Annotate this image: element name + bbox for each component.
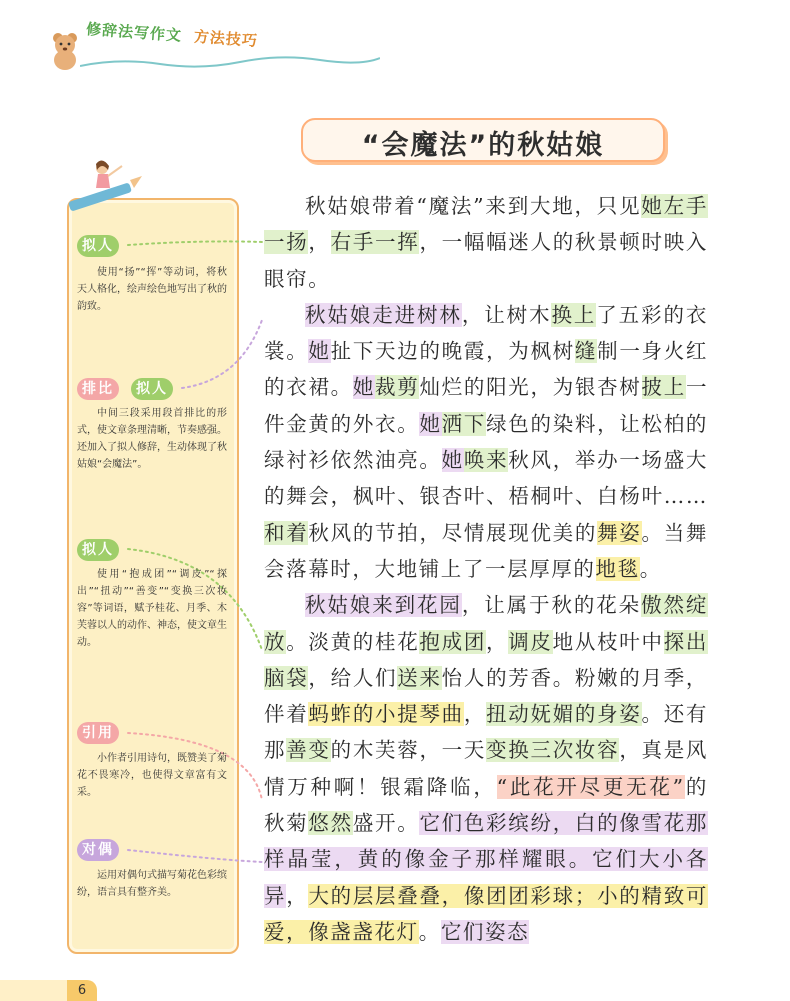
highlight-yellow: 舞姿: [597, 520, 642, 545]
highlight-purple: 它们色彩缤纷，白的像雪花那样晶莹，黄的像金子那样耀眼。: [264, 811, 709, 872]
highlight-green: 送来: [397, 665, 442, 690]
tag-personification: 拟人: [77, 235, 119, 257]
text-run: 绿色的染料，让松柏的绿衬衫依然油亮。: [264, 411, 709, 473]
header: [0, 0, 790, 90]
text-run: 的木芙蓉，一天: [330, 738, 487, 763]
paragraph-3: [264, 587, 708, 950]
text-run: 。还有那: [264, 702, 709, 763]
highlight-green: 探出脑袋: [264, 629, 708, 690]
text-run: ，一幅幅迷人的秋景顿时映入眼帘。: [264, 230, 709, 291]
text-run: ，真是风情万种啊！银霜降临，: [264, 738, 709, 799]
article-title: “会魔法”的秋姑娘: [361, 130, 605, 161]
text-run: ，: [308, 230, 331, 255]
tag-personification: 拟人: [77, 539, 119, 561]
text-run: ，让树木: [461, 302, 552, 327]
highlight-green: 和着: [264, 520, 309, 545]
highlight-green: 扭动妩媚的身姿: [486, 702, 642, 727]
highlight-yellow: 地毯: [595, 556, 640, 581]
text-run: 。当舞会落幕时，大地铺上了一层厚厚的: [264, 520, 709, 581]
highlight-green: 悠然: [308, 811, 353, 836]
highlight-yellow: 蚂蚱的小提琴曲: [308, 702, 464, 727]
highlight-green: 缝: [574, 339, 598, 364]
text-run: ，让属于秋的花朵: [461, 593, 642, 618]
highlight-green: 抱成团: [419, 629, 487, 654]
highlight-green: 洒下: [441, 411, 487, 436]
text-run: ，: [286, 883, 309, 908]
text-run: 怡人的芳香。粉嫩的月季，伴着: [264, 665, 709, 727]
text-run: 盛开。: [352, 811, 420, 836]
highlight-purple: 秋姑娘来到花园: [305, 593, 462, 618]
highlight-green: 善变: [286, 738, 331, 763]
text-run: 了五彩的衣裳。: [264, 302, 709, 364]
tag-antithesis: 对偶: [77, 839, 119, 861]
highlight-green: 傲然绽放: [264, 593, 708, 654]
text-run: 秋姑娘带着“魔法”来到大地，只见: [305, 194, 642, 218]
highlight-purple: 她: [441, 448, 464, 473]
paragraph-1: [264, 188, 708, 297]
series-title-part2: 方法技巧: [193, 27, 259, 50]
teddy-bear-icon: [46, 30, 82, 70]
text-run: ，: [463, 702, 487, 727]
highlight-purple: 它们大小各异: [264, 847, 708, 908]
article-body: [264, 188, 708, 950]
girl-on-pencil-illustration: [62, 158, 150, 218]
highlight-green: 她左手一扬: [264, 194, 708, 255]
highlight-green: 变换三次妆容: [486, 738, 620, 763]
tag-personification: 拟人: [131, 378, 173, 400]
page-number: 6: [67, 980, 97, 1001]
annotation-note-1: 使用“扬”“挥”等动词，将秋天人格化，绘声绘色地写出了秋的韵致。: [77, 267, 227, 312]
text-run: 地从枝叶中: [552, 629, 664, 654]
highlight-green: 披上: [641, 375, 686, 400]
highlight-purple: 她: [419, 411, 442, 436]
highlight-purple: 她: [352, 375, 376, 400]
text-run: 扯下天边的晚霞，为枫树: [330, 339, 575, 364]
tag-quotation: 引用: [77, 722, 119, 744]
text-run: 一件金黄的外衣。: [264, 375, 709, 436]
text-run: 秋风，举办一场盛大的舞会，枫叶、银杏叶、梧桐叶、白杨叶……: [264, 448, 709, 509]
highlight-yellow: 大的层层叠叠，像团团彩球；小的精致可爱，像盏盏花灯: [264, 883, 708, 944]
text-run: 灿烂的阳光，为银杏树: [419, 375, 642, 400]
highlight-green: 唤来: [463, 448, 509, 473]
highlight-purple: 它们姿态: [440, 919, 530, 944]
text-run: 。淡黄的桂花: [286, 629, 420, 654]
text-run: 的秋菊: [264, 774, 708, 836]
highlight-green: 调皮: [508, 629, 553, 654]
text-run: 制一身火红的衣裙。: [264, 339, 709, 400]
highlight-purple: 她: [308, 339, 331, 364]
page-footer-bar: [0, 980, 67, 1001]
annotation-note-4: 小作者引用诗句，既赞美了菊花不畏寒冷，也使得文章富有文采。: [77, 753, 227, 798]
text-run: ，: [486, 629, 509, 654]
annotation-note-5: 运用对偶句式描写菊花色彩缤纷，语言具有整齐美。: [77, 870, 227, 898]
highlight-green: 换上: [551, 302, 597, 327]
highlight-purple: 秋姑娘走进树林: [305, 302, 462, 327]
text-run: 秋风的节拍，尽情展现优美的: [308, 520, 598, 545]
highlight-red: “此花开尽更无花”: [496, 774, 685, 799]
text-run: 。: [639, 556, 662, 581]
highlight-green: 裁剪: [375, 375, 420, 400]
text-run: 。: [418, 919, 441, 944]
series-title-part1: 修辞法写作文: [85, 20, 183, 45]
paragraph-2: [264, 297, 708, 587]
article-title-box: [301, 118, 665, 162]
annotation-note-3: 使用“抱成团”“调皮”“探出”“扭动”“善变”“变换三次妆容”等词语，赋予桂花、月季、木芙蓉以人的动作、神态，使文章生动。: [77, 569, 227, 648]
annotation-note-2: 中间三段采用段首排比的形式，使文章条理清晰，节奏感强。还加入了拟人修辞，生动体现了秋姑娘“会魔法”。: [77, 408, 227, 470]
text-run: ，给人们: [308, 665, 398, 690]
highlight-green: 右手一挥: [330, 230, 420, 255]
tag-parallelism: 排比: [77, 378, 119, 400]
